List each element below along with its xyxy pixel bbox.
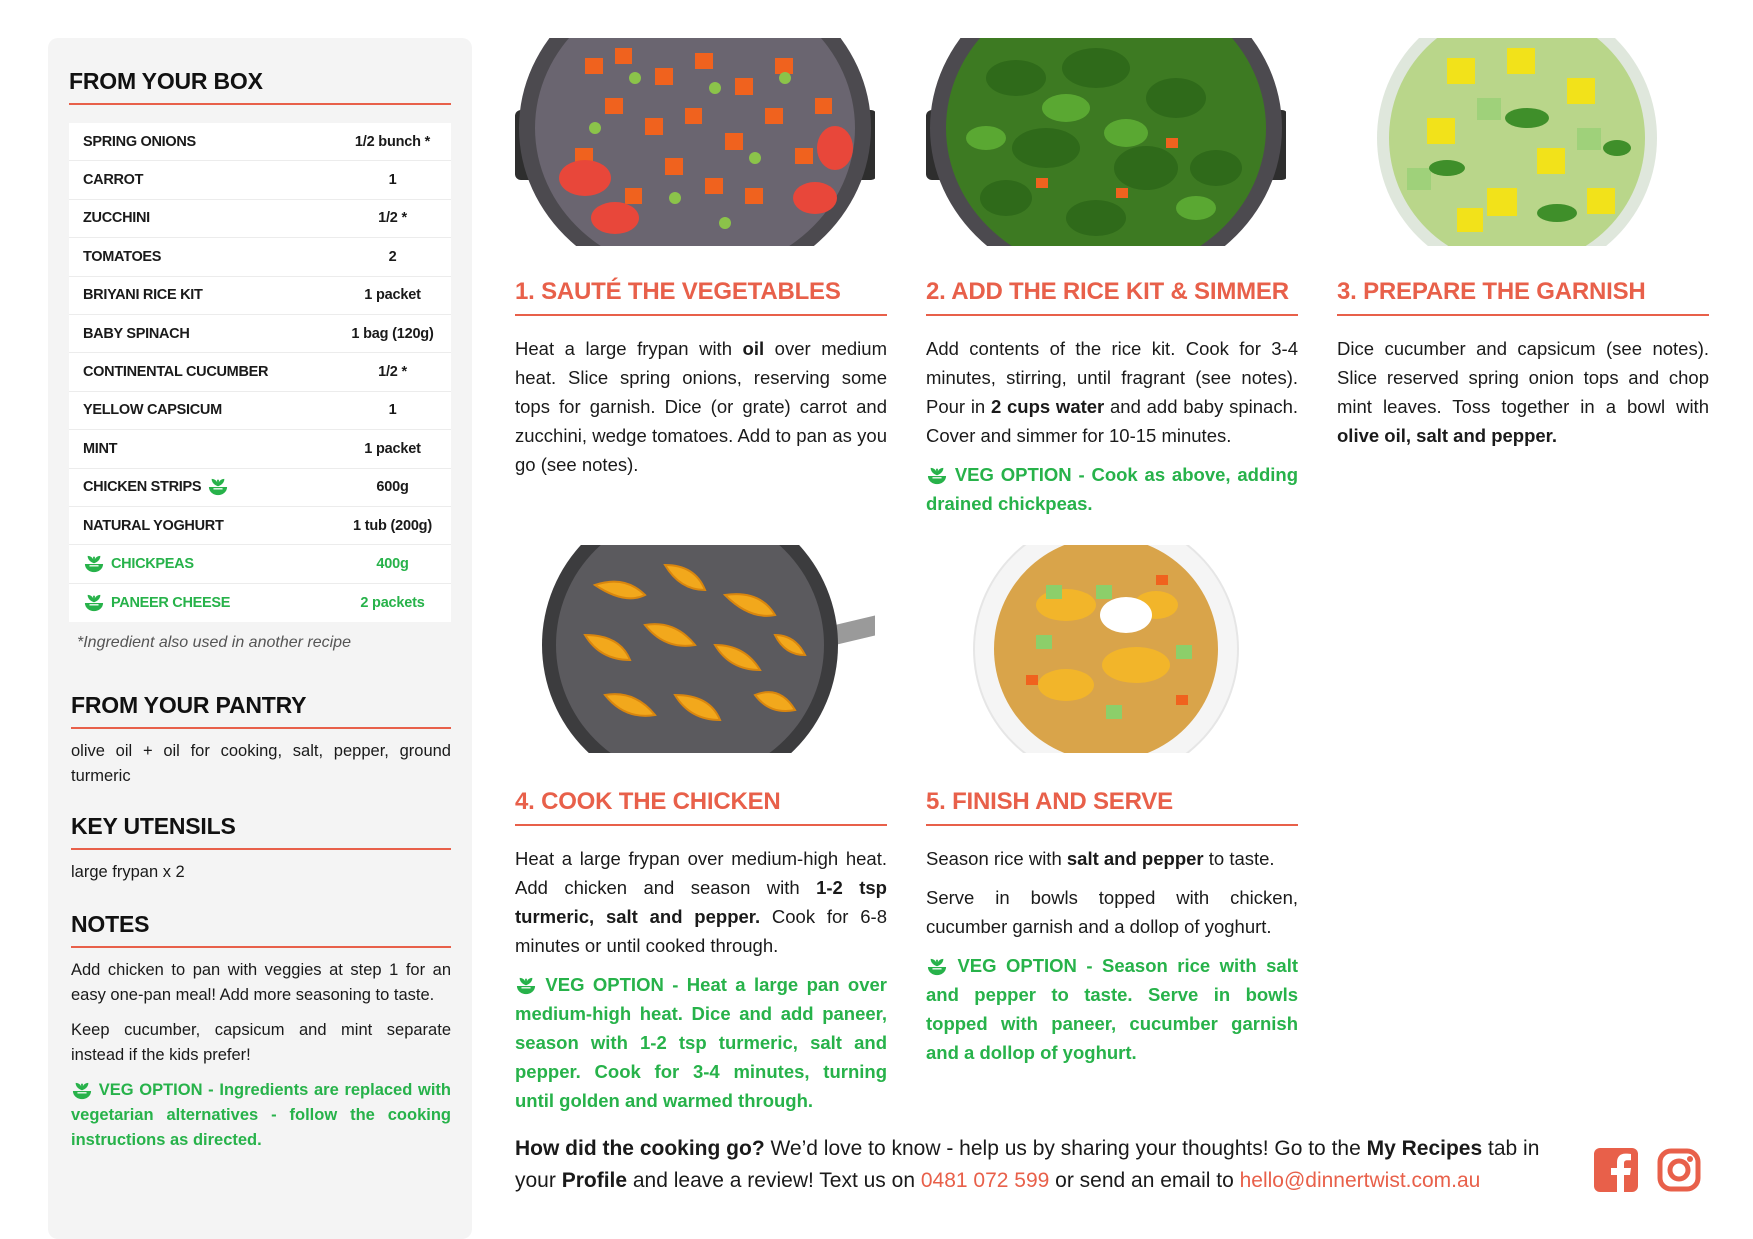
email-link[interactable]: hello@dinnertwist.com.au — [1239, 1169, 1481, 1192]
ingredient-row — [69, 353, 451, 391]
ingredient-name-cell — [83, 593, 348, 613]
ingredient-name-cell — [83, 554, 348, 574]
ingredient-qty: 1/2 bunch * — [354, 133, 431, 150]
ingredient-qty: 1 packet — [364, 440, 421, 457]
step-5 — [926, 788, 1298, 1077]
veg-bowl-icon — [926, 466, 948, 486]
ingredient-qty: 2 — [388, 248, 397, 265]
facebook-icon[interactable] — [1594, 1148, 1638, 1192]
veg-bowl-icon — [83, 593, 105, 613]
step-4 — [515, 788, 887, 1125]
step-3-instructions — [1337, 334, 1709, 450]
ingredients-sidebar — [48, 38, 472, 1239]
step-5-instructions — [926, 844, 1298, 1067]
from-your-box-heading: FROM YOUR BOX — [69, 68, 451, 105]
ingredient-row — [69, 392, 451, 430]
notes-paragraph: Keep cucumber, capsicum and mint separate instead if the kids prefer! — [71, 1021, 451, 1065]
veg-bowl-icon — [207, 477, 229, 497]
instagram-icon[interactable] — [1657, 1148, 1701, 1192]
ingredient-footnote: *Ingredient also used in another recipe — [77, 634, 351, 652]
step-1-photo — [515, 38, 875, 246]
ingredient-name: TOMATOES — [83, 248, 162, 265]
step-4-veg-option — [515, 970, 887, 1115]
ingredient-qty: 1/2 * — [378, 364, 407, 381]
footer-text: We’d love to know - help us by sharing your thoughts! Go to the — [764, 1137, 1367, 1160]
ingredient-qty: 2 packets — [360, 594, 425, 611]
ingredient-name: BABY SPINACH — [83, 325, 190, 342]
step-text: Season rice with — [926, 848, 1067, 869]
ingredient-name: CHICKEN STRIPS — [83, 479, 202, 496]
step-bold-text: oil — [742, 338, 765, 359]
pantry-section — [69, 692, 451, 789]
ingredient-row — [69, 123, 451, 161]
footer-text: or send an email to — [1049, 1169, 1240, 1192]
feedback-footer — [515, 1133, 1565, 1197]
step-1 — [515, 278, 887, 489]
from-your-pantry-heading: FROM YOUR PANTRY — [71, 692, 451, 729]
utensils-text: large frypan x 2 — [71, 863, 185, 882]
step-2-paragraph — [926, 334, 1298, 450]
ingredient-name: MINT — [83, 440, 118, 457]
step-5-paragraph: Serve in bowls topped with chicken, cucumber garnish and a dollop of yoghurt. — [926, 887, 1298, 937]
notes-heading: NOTES — [71, 911, 451, 948]
key-utensils-heading: KEY UTENSILS — [71, 813, 451, 850]
ingredient-name: PANEER CHEESE — [111, 594, 231, 611]
notes-body — [69, 958, 451, 1153]
phone-link[interactable]: 0481 072 599 — [920, 1169, 1050, 1192]
step-1-instructions — [515, 334, 887, 479]
step-4-photo — [515, 545, 875, 753]
ingredient-name: NATURAL YOGHURT — [83, 517, 224, 534]
step-2-title: 2. ADD THE RICE KIT & SIMMER — [926, 278, 1298, 316]
ingredient-qty: 1 bag (120g) — [351, 325, 434, 342]
ingredient-name: YELLOW CAPSICUM — [83, 402, 222, 419]
veg-bowl-icon — [515, 976, 537, 996]
step-bold-text: salt and pepper — [1066, 848, 1204, 869]
ingredient-qty: 600g — [376, 479, 409, 496]
utensils-section — [69, 813, 451, 885]
ingredient-name: CONTINENTAL CUCUMBER — [83, 364, 269, 381]
veg-bowl-icon — [71, 1081, 93, 1101]
step-5-veg-option — [926, 951, 1298, 1067]
ingredient-qty: 1 packet — [364, 287, 421, 304]
ingredient-qty: 1/2 * — [378, 210, 407, 227]
notes-paragraph: Add chicken to pan with veggies at step 1 for an easy one-pan meal! Add more seasoning to taste. — [71, 961, 451, 1005]
notes-veg-option — [71, 1078, 451, 1153]
my-recipes-link[interactable]: My Recipes — [1366, 1137, 1483, 1160]
step-4-paragraph — [515, 844, 887, 960]
ingredient-qty: 1 tub (200g) — [353, 517, 432, 534]
ingredient-row — [69, 507, 451, 545]
step-3-paragraph — [1337, 334, 1709, 450]
step-bold-text: olive oil, salt and pepper. — [1337, 425, 1558, 446]
ingredient-qty: 1 — [388, 172, 397, 189]
ingredient-name: ZUCCHINI — [83, 210, 150, 227]
ingredient-name: BRIYANI RICE KIT — [83, 287, 203, 304]
step-text: over medium heat. Slice spring onions, reserving some tops for garnish. Dice (or grate) carrot and zucchini, wedge tomatoes. Add to pan as you go (see notes). — [515, 338, 887, 475]
step-2-photo — [926, 38, 1286, 246]
step-text: Add contents of the rice kit. Cook for 3-4 minutes, stirring, until fragrant (see notes). Pour in — [926, 338, 1298, 417]
veg-bowl-icon — [83, 554, 105, 574]
ingredient-row — [69, 238, 451, 276]
ingredient-row — [69, 277, 451, 315]
step-3-photo — [1337, 38, 1697, 246]
pantry-text: olive oil + oil for cooking, salt, pepper, ground turmeric — [71, 742, 451, 786]
step-2-instructions — [926, 334, 1298, 518]
footer-question: How did the cooking go? — [515, 1137, 765, 1160]
profile-link[interactable]: Profile — [561, 1169, 628, 1192]
veg-bowl-icon — [926, 957, 948, 977]
step-text: Heat a large frypan with — [515, 338, 743, 359]
ingredient-row — [69, 430, 451, 468]
step-bold-text: 1-2 tsp turmeric, salt and pepper. — [515, 877, 887, 927]
ingredient-name: SPRING ONIONS — [83, 133, 196, 150]
footer-text: tab in your — [515, 1137, 1540, 1192]
step-5-paragraph — [926, 844, 1298, 873]
veg-text: VEG OPTION - Season rice with salt and pepper to taste. Serve in bowls topped with paneer, cucumber garnish and a dollop of yoghurt. — [926, 955, 1298, 1063]
step-3 — [1337, 278, 1709, 460]
veg-text: VEG OPTION - Heat a large pan over medium-high heat. Dice and add paneer, season with 1-2 tsp turmeric, salt and pepper. Cook for 3-4 minutes, turning until golden and warmed through. — [515, 974, 888, 1111]
step-text: to taste. — [1203, 848, 1275, 869]
step-2 — [926, 278, 1298, 528]
step-3-title: 3. PREPARE THE GARNISH — [1337, 278, 1709, 316]
step-1-paragraph — [515, 334, 887, 479]
step-4-instructions — [515, 844, 887, 1115]
ingredient-row — [69, 161, 451, 199]
step-5-photo — [926, 545, 1286, 753]
footer-text: and leave a review! Text us on — [627, 1169, 921, 1192]
ingredient-name: CARROT — [83, 172, 144, 189]
step-2-veg-option — [926, 460, 1298, 518]
ingredient-row — [69, 200, 451, 238]
step-5-title: 5. FINISH AND SERVE — [926, 788, 1298, 826]
ingredient-row-veg — [69, 584, 451, 622]
ingredients-table — [69, 123, 451, 622]
step-bold-text: 2 cups water — [990, 396, 1105, 417]
ingredient-qty: 400g — [376, 555, 409, 572]
ingredient-row — [69, 315, 451, 353]
ingredient-row-veg — [69, 545, 451, 583]
veg-text: VEG OPTION - Cook as above, adding drained chickpeas. — [926, 464, 1298, 514]
step-text: Dice cucumber and capsicum (see notes). Slice reserved spring onion tops and chop mint leaves. Toss together in a bowl with — [1337, 338, 1709, 417]
ingredient-name-cell — [83, 477, 348, 497]
step-1-title: 1. SAUTÉ THE VEGETABLES — [515, 278, 887, 316]
ingredient-row — [69, 469, 451, 507]
step-4-title: 4. COOK THE CHICKEN — [515, 788, 887, 826]
step-text: and add baby spinach. Cover and simmer for 10-15 minutes. — [926, 396, 1298, 446]
notes-section — [69, 911, 451, 1153]
ingredient-name: CHICKPEAS — [111, 555, 194, 572]
step-text: Cook for 6-8 minutes or until cooked through. — [515, 906, 887, 956]
ingredient-qty: 1 — [388, 402, 397, 419]
notes-veg-text: VEG OPTION - Ingredients are replaced with vegetarian alternatives - follow the cooking instructions as directed. — [71, 1081, 451, 1150]
step-text: Heat a large frypan over medium-high heat. Add chicken and season with — [515, 848, 887, 898]
